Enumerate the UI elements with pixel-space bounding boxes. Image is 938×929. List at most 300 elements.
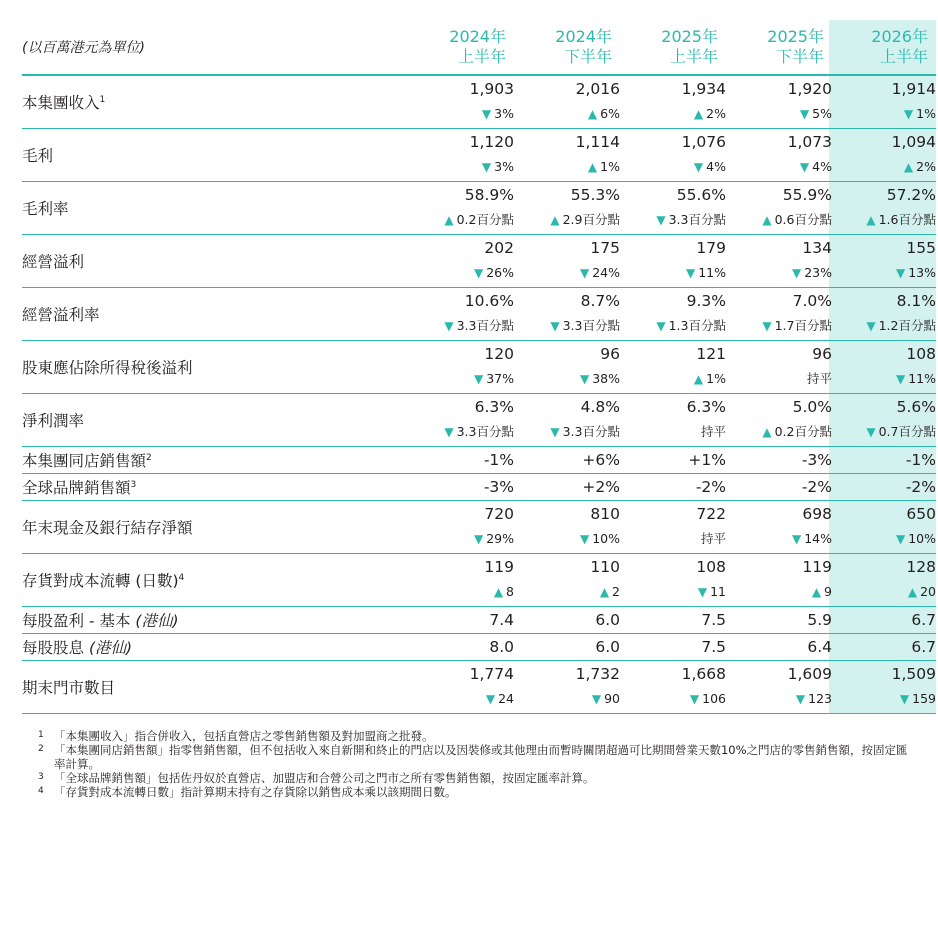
value-cell [832, 75, 936, 129]
row-label [22, 554, 408, 607]
value: 1,509 [891, 665, 936, 683]
change-text: 4% [706, 159, 726, 174]
value-cell [620, 75, 726, 129]
period-header: 2024年 下半年 [514, 20, 620, 75]
row-label [22, 607, 408, 634]
value: 119 [484, 558, 514, 576]
row-label [22, 661, 408, 714]
value: 134 [802, 239, 832, 257]
value: 55.6% [676, 186, 726, 204]
triangle-up-icon: ▲ [907, 585, 918, 599]
table-row [22, 607, 936, 634]
value: 1,774 [469, 665, 514, 683]
value: 6.3% [474, 398, 514, 416]
value-cell: +6% [514, 447, 620, 474]
change-indicator [408, 261, 514, 287]
triangle-down-icon: ▼ [866, 319, 876, 333]
change-indicator [620, 314, 726, 340]
change-indicator [726, 687, 832, 713]
change-indicator [726, 208, 832, 234]
value-cell [620, 661, 726, 714]
value-cell [620, 501, 726, 554]
value-cell: 6.7 [832, 607, 936, 634]
change-indicator [514, 208, 620, 234]
value-cell [620, 235, 726, 288]
change-indicator [726, 527, 832, 553]
value-cell [620, 341, 726, 394]
value-cell [514, 75, 620, 129]
value: 155 [906, 239, 936, 257]
value-cell: 8.0 [408, 634, 514, 661]
change-text: 123 [808, 691, 832, 706]
value-cell [832, 182, 936, 235]
triangle-down-icon: ▼ [579, 532, 590, 546]
change-text: 0.6百分點 [774, 212, 832, 227]
value: 1,914 [891, 80, 936, 98]
row-label [22, 394, 408, 447]
change-indicator [408, 687, 514, 713]
value-cell [832, 235, 936, 288]
triangle-down-icon: ▼ [795, 692, 806, 706]
change-text: 10% [908, 531, 936, 546]
triangle-down-icon: ▼ [689, 692, 700, 706]
row-label [22, 182, 408, 235]
triangle-down-icon: ▼ [473, 266, 484, 280]
change-text: 37% [486, 371, 514, 386]
value-cell: 6.7 [832, 634, 936, 661]
value-cell: +1% [620, 447, 726, 474]
change-text: 1.6百分點 [878, 212, 936, 227]
value-cell [514, 661, 620, 714]
value: 1,073 [787, 133, 832, 151]
change-indicator [408, 420, 514, 446]
value: 1,609 [787, 665, 832, 683]
change-indicator [832, 527, 936, 553]
triangle-up-icon: ▲ [444, 213, 454, 227]
change-indicator [408, 155, 514, 181]
value: 5.0% [792, 398, 832, 416]
value: 1,120 [469, 133, 514, 151]
row-label [22, 447, 408, 474]
change-text: 24% [592, 265, 620, 280]
value: 121 [696, 345, 726, 363]
value-cell: -3% [408, 474, 514, 501]
footnote-number: 4 [38, 786, 44, 796]
table-row [22, 75, 936, 129]
value-cell [514, 235, 620, 288]
row-label-text: 本集團收入 [22, 94, 100, 112]
change-indicator [408, 580, 514, 606]
value: 119 [802, 558, 832, 576]
period-header: 2025年 上半年 [620, 20, 726, 75]
change-indicator [726, 314, 832, 340]
triangle-down-icon: ▼ [550, 319, 560, 333]
change-indicator [514, 314, 620, 340]
change-text: 106 [702, 691, 726, 706]
value: 202 [484, 239, 514, 257]
value-cell [726, 501, 832, 554]
change-text: 8 [506, 584, 514, 599]
footnote-ref: 1 [99, 95, 106, 105]
header-row [22, 20, 936, 75]
triangle-down-icon: ▼ [444, 425, 454, 439]
triangle-up-icon: ▲ [587, 160, 598, 174]
change-indicator [832, 367, 936, 393]
table-row [22, 235, 936, 288]
change-text: 持平 [806, 371, 832, 386]
table-row [22, 554, 936, 607]
triangle-down-icon: ▼ [791, 532, 802, 546]
value: 2,016 [575, 80, 620, 98]
triangle-down-icon: ▼ [444, 319, 454, 333]
triangle-down-icon: ▼ [656, 213, 666, 227]
value-cell [408, 129, 514, 182]
value-cell [726, 75, 832, 129]
value-cell: 5.9 [726, 607, 832, 634]
change-text: 23% [804, 265, 832, 280]
row-label-text: 全球品牌銷售額 [22, 479, 131, 497]
value: 1,920 [787, 80, 832, 98]
change-indicator [620, 687, 726, 713]
change-text: 3.3百分點 [668, 212, 726, 227]
value-cell [726, 341, 832, 394]
row-label-text: 淨利潤率 [22, 412, 85, 430]
triangle-down-icon: ▼ [895, 372, 906, 386]
triangle-up-icon: ▲ [866, 213, 876, 227]
triangle-down-icon: ▼ [473, 532, 484, 546]
row-label-text: 每股盈利 - 基本 [22, 612, 131, 630]
change-indicator [408, 208, 514, 234]
change-text: 3.3百分點 [456, 424, 514, 439]
change-text: 持平 [700, 531, 726, 546]
table-row [22, 394, 936, 447]
change-text: 3.3百分點 [562, 318, 620, 333]
change-indicator [726, 102, 832, 128]
value: 8.1% [896, 292, 936, 310]
row-label [22, 129, 408, 182]
row-label [22, 474, 408, 501]
period-header: 2025年 下半年 [726, 20, 832, 75]
value-cell [832, 129, 936, 182]
change-text: 1% [600, 159, 620, 174]
row-label-text: 存貨對成本流轉 (日數) [22, 572, 179, 590]
triangle-down-icon: ▼ [791, 266, 802, 280]
change-text: 14% [804, 531, 832, 546]
value-cell [408, 75, 514, 129]
value-cell [620, 182, 726, 235]
value-cell [726, 235, 832, 288]
row-label [22, 341, 408, 394]
change-text: 29% [486, 531, 514, 546]
change-text: 2 [612, 584, 620, 599]
value-cell [832, 661, 936, 714]
change-text: 1% [706, 371, 726, 386]
change-text: 26% [486, 265, 514, 280]
change-indicator [726, 420, 832, 446]
change-text: 1% [916, 106, 936, 121]
value-cell [726, 288, 832, 341]
triangle-up-icon: ▲ [811, 585, 822, 599]
change-text: 159 [912, 691, 936, 706]
triangle-down-icon: ▼ [866, 425, 876, 439]
value-cell [832, 554, 936, 607]
period-header: 2024年 上半年 [408, 20, 514, 75]
row-label-unit: (港仙) [135, 612, 179, 630]
triangle-down-icon: ▼ [473, 372, 484, 386]
value-cell [514, 288, 620, 341]
value: 10.6% [464, 292, 514, 310]
change-text: 1.2百分點 [878, 318, 936, 333]
triangle-down-icon: ▼ [656, 319, 666, 333]
change-text: 2% [916, 159, 936, 174]
change-indicator [832, 420, 936, 446]
value-cell: 7.5 [620, 607, 726, 634]
change-indicator [514, 155, 620, 181]
footnote-number: 2 [38, 744, 44, 754]
triangle-down-icon: ▼ [799, 160, 810, 174]
value-cell [514, 341, 620, 394]
value-cell [832, 501, 936, 554]
triangle-down-icon: ▼ [693, 160, 704, 174]
footnote-text: 「本集團收入」指合併收入，包括直營店之零售銷售額及對加盟商之批發。 [54, 729, 434, 743]
value-cell: -2% [726, 474, 832, 501]
change-indicator [514, 420, 620, 446]
change-indicator [620, 527, 726, 553]
triangle-up-icon: ▲ [693, 372, 704, 386]
value: 1,114 [575, 133, 620, 151]
change-text: 9 [824, 584, 832, 599]
change-text: 3% [494, 159, 514, 174]
triangle-down-icon: ▼ [591, 692, 602, 706]
value-cell [408, 288, 514, 341]
table-row [22, 474, 936, 501]
change-text: 11% [908, 371, 936, 386]
change-indicator [832, 102, 936, 128]
table-row [22, 447, 936, 474]
value: 55.3% [570, 186, 620, 204]
value: 720 [484, 505, 514, 523]
triangle-down-icon: ▼ [895, 266, 906, 280]
triangle-up-icon: ▲ [762, 213, 772, 227]
row-label-unit: (港仙) [88, 639, 133, 657]
financial-highlights-table [22, 20, 936, 714]
value-cell: -2% [620, 474, 726, 501]
value-cell [726, 129, 832, 182]
triangle-down-icon: ▼ [579, 372, 590, 386]
row-label [22, 634, 408, 661]
value: 8.7% [580, 292, 620, 310]
change-indicator [620, 261, 726, 287]
change-indicator [832, 687, 936, 713]
value-cell [832, 394, 936, 447]
footnote-ref: 3 [130, 480, 137, 490]
value-cell [832, 341, 936, 394]
value-cell [620, 554, 726, 607]
value-cell: -2% [832, 474, 936, 501]
triangle-down-icon: ▼ [762, 319, 772, 333]
value-cell [408, 501, 514, 554]
value-cell [408, 182, 514, 235]
change-text: 20 [920, 584, 936, 599]
change-indicator [408, 367, 514, 393]
value-cell: -3% [726, 447, 832, 474]
change-text: 90 [604, 691, 620, 706]
table-row [22, 501, 936, 554]
value-cell [620, 129, 726, 182]
value-cell [832, 288, 936, 341]
triangle-down-icon: ▼ [481, 160, 492, 174]
change-indicator [832, 208, 936, 234]
change-indicator [408, 314, 514, 340]
change-indicator [514, 102, 620, 128]
value: 810 [590, 505, 620, 523]
footnotes [38, 729, 918, 799]
value-cell [726, 394, 832, 447]
value-cell: 7.4 [408, 607, 514, 634]
footnote [38, 785, 918, 799]
value-cell [408, 554, 514, 607]
value: 650 [906, 505, 936, 523]
unit-label: (以百萬港元為單位) [22, 20, 408, 75]
table-row [22, 661, 936, 714]
table-row [22, 341, 936, 394]
change-indicator [726, 367, 832, 393]
triangle-down-icon: ▼ [903, 107, 914, 121]
change-text: 0.2百分點 [456, 212, 514, 227]
value: 722 [696, 505, 726, 523]
row-label-text: 經營溢利率 [22, 306, 100, 324]
change-indicator [514, 527, 620, 553]
footnote-ref: 4 [178, 573, 185, 583]
value: 58.9% [464, 186, 514, 204]
value-cell [408, 661, 514, 714]
triangle-up-icon: ▲ [599, 585, 610, 599]
change-text: 5% [812, 106, 832, 121]
value-cell: -1% [408, 447, 514, 474]
value: 9.3% [686, 292, 726, 310]
change-text: 11% [698, 265, 726, 280]
value-cell [726, 554, 832, 607]
footnote-text: 「本集團同店銷售額」指零售銷售額，但不包括收入來自新開和終止的門店以及因裝修或其他理由而暫時關閉超過可比期間營業天數10%之門店的零售銷售額，按固定匯率計算。 [54, 743, 908, 771]
value: 1,903 [469, 80, 514, 98]
triangle-up-icon: ▲ [587, 107, 598, 121]
row-label-text: 年末現金及銀行結存淨額 [22, 519, 193, 537]
triangle-down-icon: ▼ [895, 532, 906, 546]
footnote-number: 1 [38, 730, 44, 740]
change-text: 0.7百分點 [878, 424, 936, 439]
value: 4.8% [580, 398, 620, 416]
change-indicator [832, 580, 936, 606]
row-label [22, 235, 408, 288]
triangle-down-icon: ▼ [697, 585, 708, 599]
value: 698 [802, 505, 832, 523]
change-indicator [514, 580, 620, 606]
change-indicator [832, 314, 936, 340]
change-indicator [832, 261, 936, 287]
value: 6.3% [686, 398, 726, 416]
value: 1,668 [681, 665, 726, 683]
change-indicator [514, 687, 620, 713]
value: 1,076 [681, 133, 726, 151]
change-indicator [620, 367, 726, 393]
value-cell [514, 182, 620, 235]
value: 7.0% [792, 292, 832, 310]
table-row [22, 182, 936, 235]
value-cell [514, 554, 620, 607]
table-row [22, 288, 936, 341]
value-cell: -1% [832, 447, 936, 474]
value-cell [726, 661, 832, 714]
triangle-up-icon: ▲ [762, 425, 772, 439]
change-text: 10% [592, 531, 620, 546]
value: 5.6% [896, 398, 936, 416]
value-cell [408, 394, 514, 447]
change-text: 6% [600, 106, 620, 121]
change-indicator [620, 155, 726, 181]
triangle-up-icon: ▲ [903, 160, 914, 174]
change-indicator [832, 155, 936, 181]
value: 1,094 [891, 133, 936, 151]
change-indicator [620, 580, 726, 606]
footnote-text: 「存貨對成本流轉日數」指計算期末持有之存貨除以銷售成本乘以該期間日數。 [54, 785, 457, 799]
value: 96 [600, 345, 620, 363]
value-cell [514, 501, 620, 554]
value: 57.2% [886, 186, 936, 204]
change-text: 2% [706, 106, 726, 121]
value-cell: 6.0 [514, 634, 620, 661]
value-cell [408, 235, 514, 288]
change-text: 38% [592, 371, 620, 386]
change-indicator [620, 102, 726, 128]
value-cell [514, 129, 620, 182]
change-indicator [726, 155, 832, 181]
value: 1,732 [575, 665, 620, 683]
change-text: 3% [494, 106, 514, 121]
change-text: 4% [812, 159, 832, 174]
change-text: 1.3百分點 [668, 318, 726, 333]
value: 179 [696, 239, 726, 257]
row-label-text: 毛利率 [22, 200, 69, 218]
footnote-ref: 2 [146, 453, 152, 463]
change-indicator [514, 367, 620, 393]
value: 175 [590, 239, 620, 257]
value-cell [620, 394, 726, 447]
value-cell: 6.0 [514, 607, 620, 634]
value: 110 [590, 558, 620, 576]
triangle-down-icon: ▼ [481, 107, 492, 121]
change-indicator [726, 580, 832, 606]
value-cell [514, 394, 620, 447]
footnote-text: 「全球品牌銷售額」包括佐丹奴於直營店、加盟店和合營公司之門市之所有零售銷售額，按固定匯率計算。 [54, 771, 595, 785]
value-cell [726, 182, 832, 235]
triangle-down-icon: ▼ [550, 425, 560, 439]
value: 128 [906, 558, 936, 576]
footnote [38, 743, 918, 771]
row-label-text: 股東應佔除所得稅後溢利 [22, 359, 193, 377]
value: 55.9% [782, 186, 832, 204]
change-indicator [620, 420, 726, 446]
value: 1,934 [681, 80, 726, 98]
change-indicator [620, 208, 726, 234]
value-cell: 7.5 [620, 634, 726, 661]
change-text: 3.3百分點 [562, 424, 620, 439]
value-cell: 6.4 [726, 634, 832, 661]
change-text: 2.9百分點 [562, 212, 620, 227]
table-row [22, 129, 936, 182]
triangle-up-icon: ▲ [693, 107, 704, 121]
value: 96 [812, 345, 832, 363]
row-label-text: 毛利 [22, 147, 54, 165]
